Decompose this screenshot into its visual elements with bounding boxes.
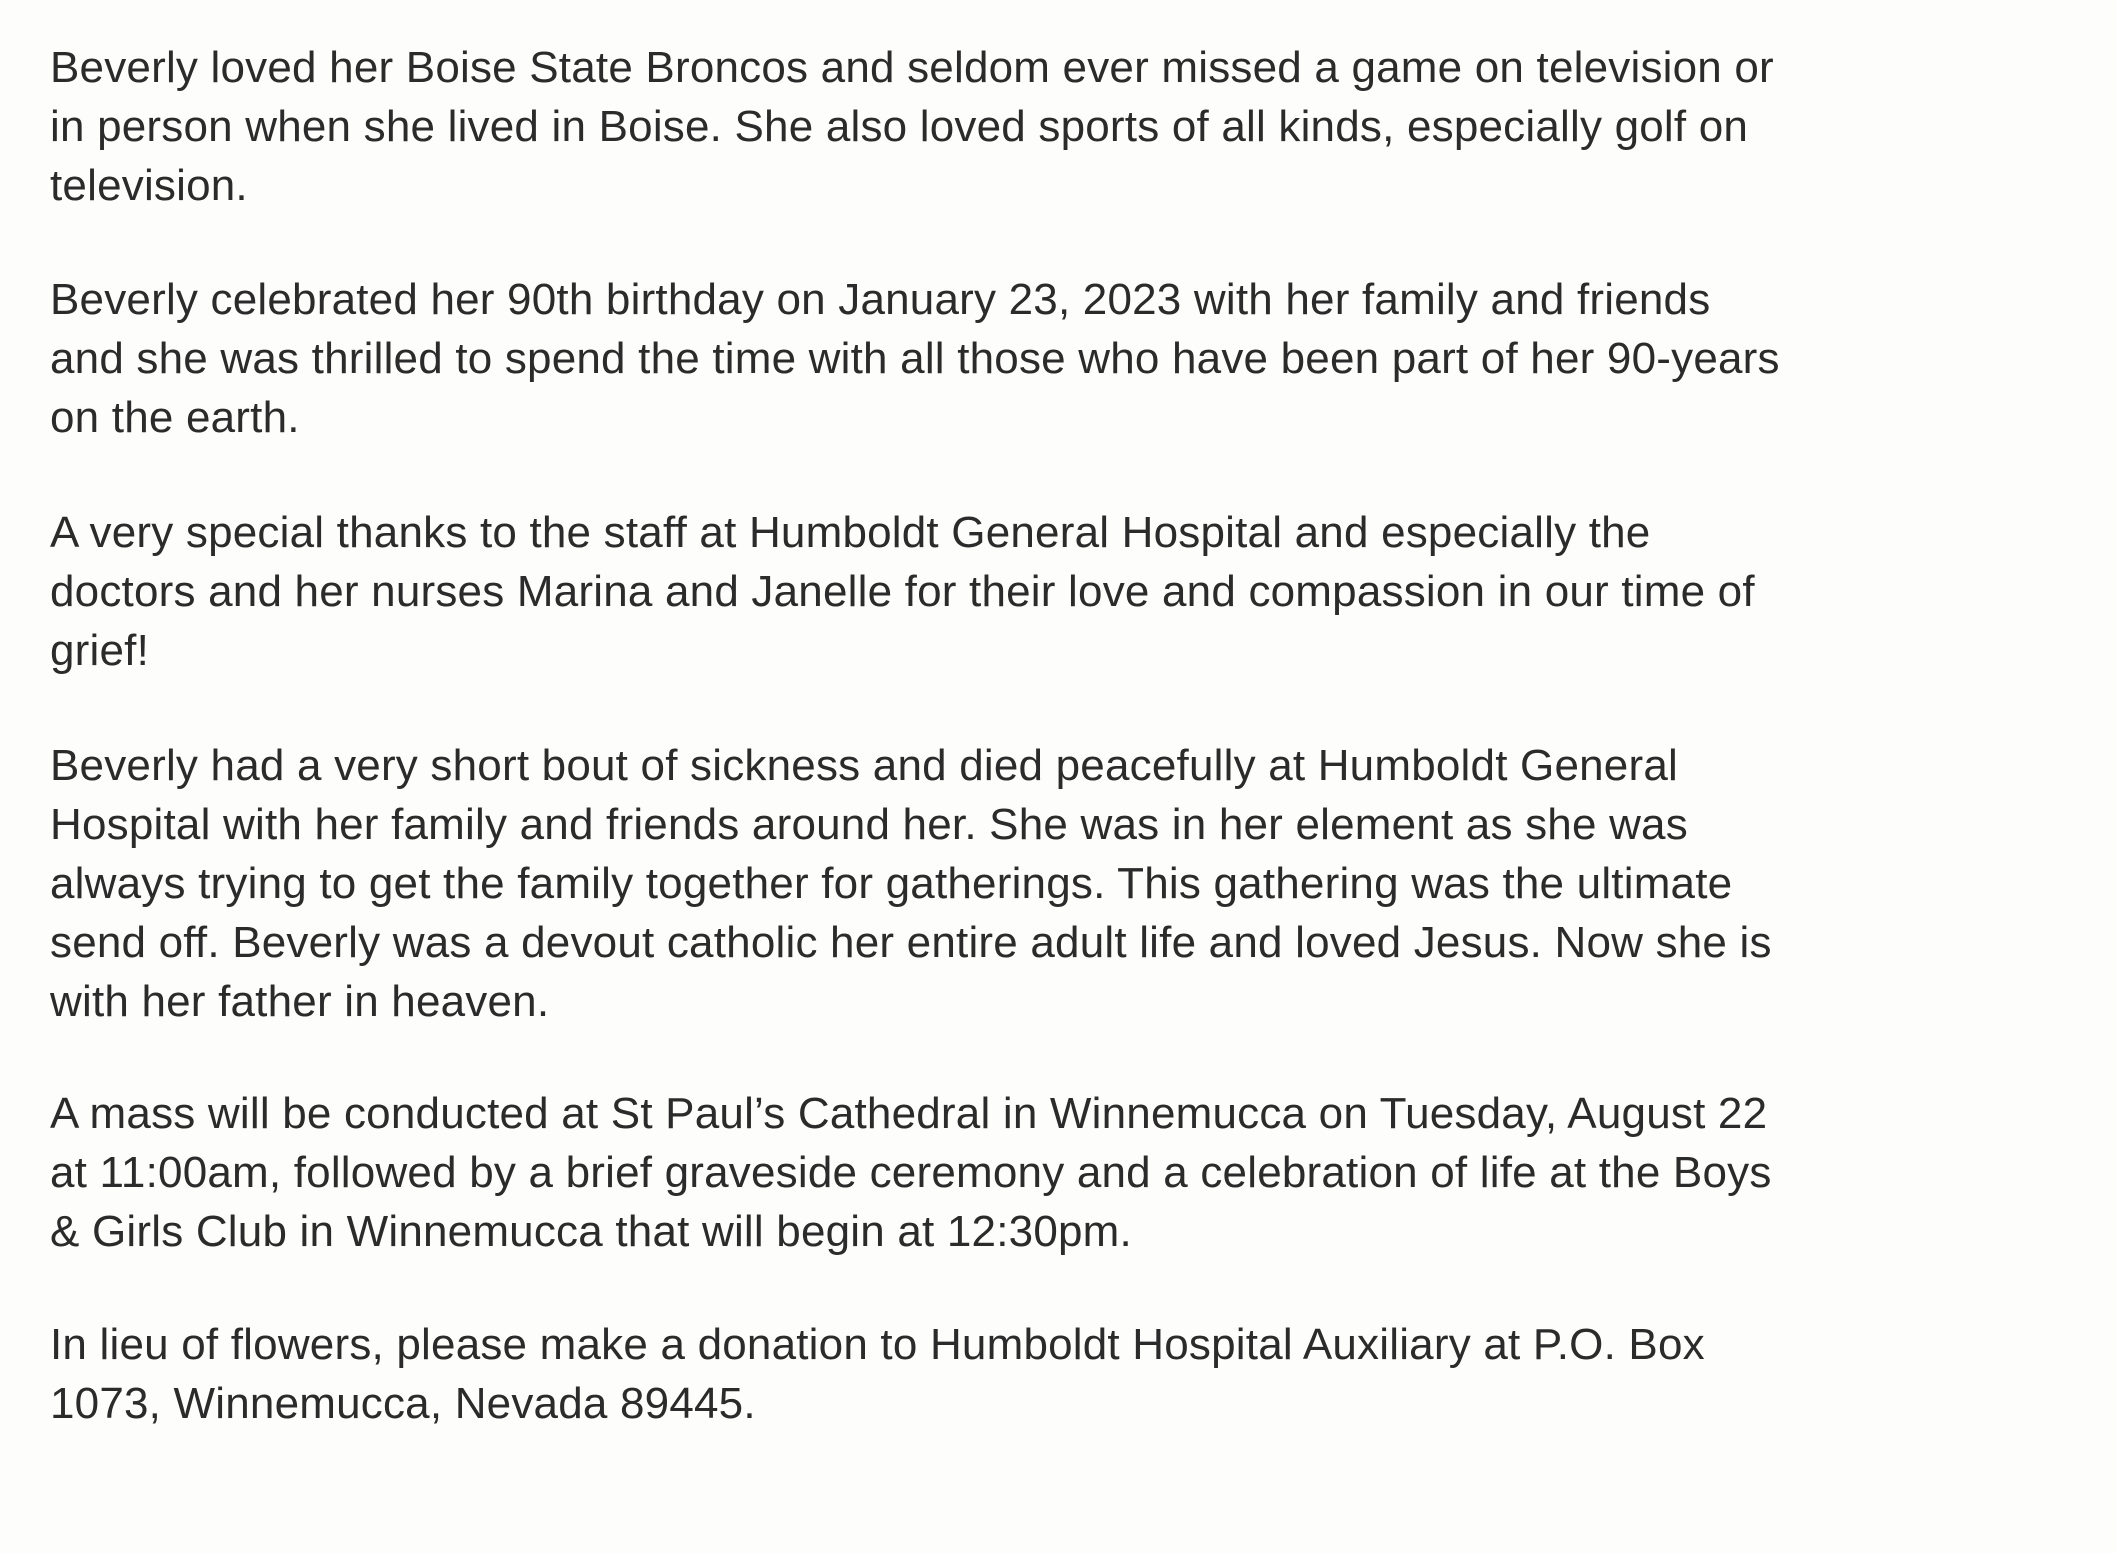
text-line: A mass will be conducted at St Paul’s Cathedral in Winnemucca on Tuesday, August 22 xyxy=(50,1089,1768,1138)
text-line: television. xyxy=(50,161,248,210)
text-line: Beverly celebrated her 90th birthday on January 23, 2023 with her family and friends xyxy=(50,275,1711,324)
paragraph-donation xyxy=(50,1315,2050,1433)
text-line: and she was thrilled to spend the time with all those who have been part of her 90-years xyxy=(50,334,1780,383)
text-line: Beverly had a very short bout of sickness and died peacefully at Humboldt General xyxy=(50,741,1678,790)
text-line: send off. Beverly was a devout catholic her entire adult life and loved Jesus. Now she is xyxy=(50,918,1772,967)
text-line: always trying to get the family together for gatherings. This gathering was the ultimate xyxy=(50,859,1733,908)
text-line: in person when she lived in Boise. She also loved sports of all kinds, especially golf on xyxy=(50,102,1749,151)
text-line: A very special thanks to the staff at Humboldt General Hospital and especially the xyxy=(50,508,1651,557)
paragraph-broncos xyxy=(50,38,2050,215)
text-line: 1073, Winnemucca, Nevada 89445. xyxy=(50,1379,756,1428)
text-line: with her father in heaven. xyxy=(50,977,550,1026)
text-line: doctors and her nurses Marina and Janelle for their love and compassion in our time of xyxy=(50,567,1755,616)
text-line: grief! xyxy=(50,626,150,675)
paragraph-service xyxy=(50,1084,2050,1261)
text-line: at 11:00am, followed by a brief graveside ceremony and a celebration of life at the Boys xyxy=(50,1148,1772,1197)
paragraph-passing xyxy=(50,736,2050,1031)
text-line: on the earth. xyxy=(50,393,300,442)
paragraph-birthday xyxy=(50,270,2050,447)
text-line: & Girls Club in Winnemucca that will begin at 12:30pm. xyxy=(50,1207,1132,1256)
paragraph-thanks xyxy=(50,503,2050,680)
text-line: In lieu of flowers, please make a donation to Humboldt Hospital Auxiliary at P.O. Box xyxy=(50,1320,1705,1369)
text-line: Beverly loved her Boise State Broncos and seldom ever missed a game on television or xyxy=(50,43,1774,92)
text-line: Hospital with her family and friends around her. She was in her element as she was xyxy=(50,800,1688,849)
